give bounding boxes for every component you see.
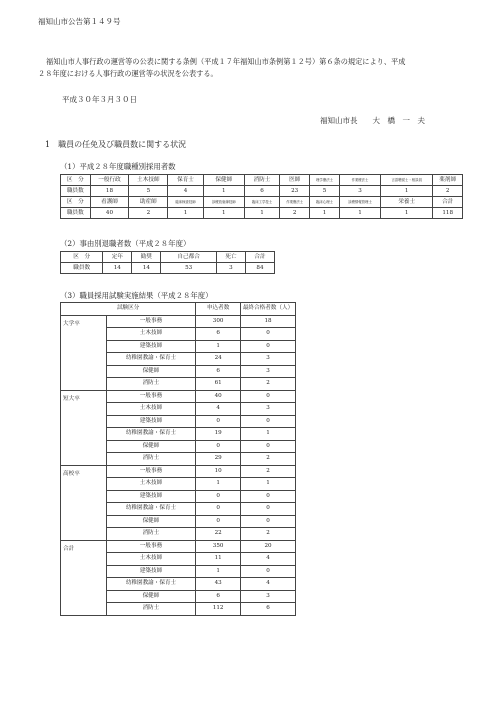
mayor-signature: 福知山市長 大 橋 一 夫 (320, 116, 425, 125)
table-cell: 診療情報管理士 (339, 197, 380, 208)
table-cell: 0 (241, 440, 296, 453)
table-cell: 19 (196, 428, 241, 441)
hiring-by-job-table (60, 174, 463, 219)
table-cell: 保健師 (106, 365, 196, 378)
table-cell: 43 (196, 578, 241, 591)
table-cell: 栄養士 (381, 197, 433, 208)
table-cell: 0 (241, 340, 296, 353)
table-cell: 2 (241, 378, 296, 391)
table-cell: 6 (196, 365, 241, 378)
table-header-row (61, 303, 296, 316)
section-1-heading: 1 職員の任免及び職員数に関する状況 (45, 140, 187, 149)
table-cell: 4 (241, 578, 296, 591)
table-cell: 臨床心理士 (310, 197, 340, 208)
table-cell: 一般行政 (90, 175, 129, 186)
table-cell: 幼稚園教諭・保育士 (106, 353, 196, 366)
table-row (61, 186, 463, 197)
table-cell: 建築技師 (106, 415, 196, 428)
table-cell: 118 (433, 208, 463, 219)
table-cell: 0 (196, 440, 241, 453)
table-cell: 1 (203, 208, 244, 219)
table-cell: 0 (196, 490, 241, 503)
table-cell: 40 (196, 390, 241, 403)
table-cell: 18 (90, 186, 129, 197)
table-cell: 勧奨 (132, 252, 161, 263)
table-cell: 消防士 (244, 175, 279, 186)
table-cell: 2 (280, 208, 310, 219)
table-cell: 消防士 (106, 603, 196, 616)
table-cell: 1 (168, 208, 203, 219)
table-cell: 職員数 (61, 263, 103, 274)
table-cell: 一般事務 (106, 390, 196, 403)
group-label: 短大卒 (61, 390, 107, 465)
intro-line-2: ２８年度における人事行政の運営等の状況を公表する。 (38, 69, 218, 78)
table-cell: 3 (241, 353, 296, 366)
table-cell: 死亡 (216, 252, 245, 263)
table-cell: 6 (196, 590, 241, 603)
table-row (61, 197, 463, 208)
group-label: 合計 (61, 540, 107, 615)
table-cell: 84 (245, 263, 274, 274)
table-cell: 6 (196, 328, 241, 341)
table-cell: 薬剤師 (433, 175, 463, 186)
table-cell: 0 (241, 565, 296, 578)
table-cell: 0 (241, 515, 296, 528)
table-cell: 3 (241, 403, 296, 416)
table-cell: 2 (241, 465, 296, 478)
table-cell: 4 (168, 186, 203, 197)
table-cell: 61 (196, 378, 241, 391)
table-cell: 幼稚園教諭・保育士 (106, 503, 196, 516)
table-row (61, 540, 296, 553)
table-cell: 1 (196, 478, 241, 491)
table-cell: 区 分 (61, 197, 91, 208)
table-cell: 幼稚園教諭・保育士 (106, 428, 196, 441)
table-cell: 自己都合 (161, 252, 217, 263)
table-cell: 土木技師 (106, 553, 196, 566)
table3-title: （3）職員採用試験実施結果（平成２８年度） (60, 291, 213, 300)
table-cell: 2 (241, 453, 296, 466)
table-cell: 建築技師 (106, 340, 196, 353)
table-cell: 40 (90, 208, 129, 219)
table-cell: 0 (241, 390, 296, 403)
table-cell: 1 (241, 428, 296, 441)
table-cell: 6 (241, 603, 296, 616)
table-cell: 20 (241, 540, 296, 553)
table-cell: 1 (339, 208, 380, 219)
table-row (61, 465, 296, 478)
table-cell: 土木技師 (129, 175, 168, 186)
table-cell: 保健師 (106, 515, 196, 528)
table-cell: 23 (280, 186, 310, 197)
table-cell: 5 (310, 186, 340, 197)
table-cell: 22 (196, 528, 241, 541)
table-cell: 0 (196, 503, 241, 516)
table-cell: 作業療法士 (339, 175, 380, 186)
table-cell: 職員数 (61, 186, 91, 197)
notice-date: 平成３０年３月３０日 (62, 95, 137, 104)
retirement-table (60, 251, 275, 274)
table-cell: 0 (241, 415, 296, 428)
group-label: 高校卒 (61, 465, 107, 540)
table-cell: 一般事務 (106, 315, 196, 328)
table-cell: 0 (196, 515, 241, 528)
table-cell: 1 (241, 478, 296, 491)
table-cell: 112 (196, 603, 241, 616)
table-cell: 診療放射線技師 (203, 197, 244, 208)
table-cell: 消防士 (106, 528, 196, 541)
table-cell: 1 (381, 208, 433, 219)
table-cell: 言語聴覚士・相談員 (381, 175, 433, 186)
table1-title: （1）平成２８年度職種別採用者数 (60, 162, 176, 171)
table-cell: 3 (339, 186, 380, 197)
table-cell: 2 (241, 528, 296, 541)
table-cell: 建築技師 (106, 565, 196, 578)
table-cell: 3 (216, 263, 245, 274)
table-cell: 区 分 (61, 252, 103, 263)
header-applicants: 申込者数 (196, 303, 241, 316)
table-cell: 53 (161, 263, 217, 274)
table-cell: 0 (241, 328, 296, 341)
table-cell: 2 (129, 208, 168, 219)
table-cell: 区 分 (61, 175, 91, 186)
table-cell: 定年 (103, 252, 132, 263)
table-row (61, 175, 463, 186)
table-cell: 29 (196, 453, 241, 466)
table-cell: 1 (196, 565, 241, 578)
header-exam-category: 試験区分 (61, 303, 196, 316)
table-cell: 土木技師 (106, 403, 196, 416)
table-cell: 350 (196, 540, 241, 553)
table-cell: 0 (241, 490, 296, 503)
table-cell: 3 (241, 590, 296, 603)
table-cell: 1 (381, 186, 433, 197)
table-cell: 職員数 (61, 208, 91, 219)
intro-line-1: 福知山市人事行政の運営等の公表に関する条例（平成１７年福知山市条例第１２号）第６条の規定により、平成 (46, 57, 406, 66)
table-row (61, 315, 296, 328)
table-row (61, 390, 296, 403)
table-cell: 300 (196, 315, 241, 328)
table-cell: 消防士 (106, 378, 196, 391)
table-cell: 助産師 (129, 197, 168, 208)
table-cell: 4 (241, 553, 296, 566)
table-cell: 18 (241, 315, 296, 328)
table-cell: 建築技師 (106, 490, 196, 503)
table-cell: 保育士 (168, 175, 203, 186)
table-cell: 土木技師 (106, 328, 196, 341)
notice-number: 福知山市公告第１４９号 (38, 17, 121, 26)
table-cell: 1 (203, 186, 244, 197)
intro-paragraph (38, 56, 478, 80)
table-cell: 11 (196, 553, 241, 566)
table-cell: 0 (196, 415, 241, 428)
table-cell: 保健師 (106, 440, 196, 453)
table-cell: 合計 (433, 197, 463, 208)
table-cell: 保健師 (106, 590, 196, 603)
table-cell: 1 (244, 208, 279, 219)
table-cell: 保健師 (203, 175, 244, 186)
table-cell: 土木技師 (106, 478, 196, 491)
table-cell: 1 (196, 340, 241, 353)
table-row (61, 263, 275, 274)
table-cell: 5 (129, 186, 168, 197)
group-label: 大学卒 (61, 315, 107, 390)
table-cell: 14 (103, 263, 132, 274)
table-cell: 作業療法士 (280, 197, 310, 208)
table-cell: 14 (132, 263, 161, 274)
table-cell: 1 (310, 208, 340, 219)
table-cell: 6 (244, 186, 279, 197)
table-cell: 10 (196, 465, 241, 478)
table-cell: 一般事務 (106, 465, 196, 478)
table-cell: 合計 (245, 252, 274, 263)
table-cell: 医師 (280, 175, 310, 186)
table-cell: 幼稚園教諭・保育士 (106, 578, 196, 591)
table-cell: 2 (433, 186, 463, 197)
table-cell: 24 (196, 353, 241, 366)
table-cell: 臨床工学技士 (244, 197, 279, 208)
table-cell: 4 (196, 403, 241, 416)
recruitment-exam-table (60, 302, 296, 616)
table-row (61, 252, 275, 263)
table-cell: 一般事務 (106, 540, 196, 553)
header-passers: 最終合格者数（人） (241, 303, 296, 316)
table-cell: 0 (241, 503, 296, 516)
table-cell: 看護師 (90, 197, 129, 208)
table-row (61, 208, 463, 219)
table-cell: 臨床検査技師 (168, 197, 203, 208)
table2-title: （2）事由別退職者数（平成２８年度） (60, 239, 191, 248)
table-cell: 理学療法士 (310, 175, 340, 186)
table-cell: 3 (241, 365, 296, 378)
table-cell: 消防士 (106, 453, 196, 466)
